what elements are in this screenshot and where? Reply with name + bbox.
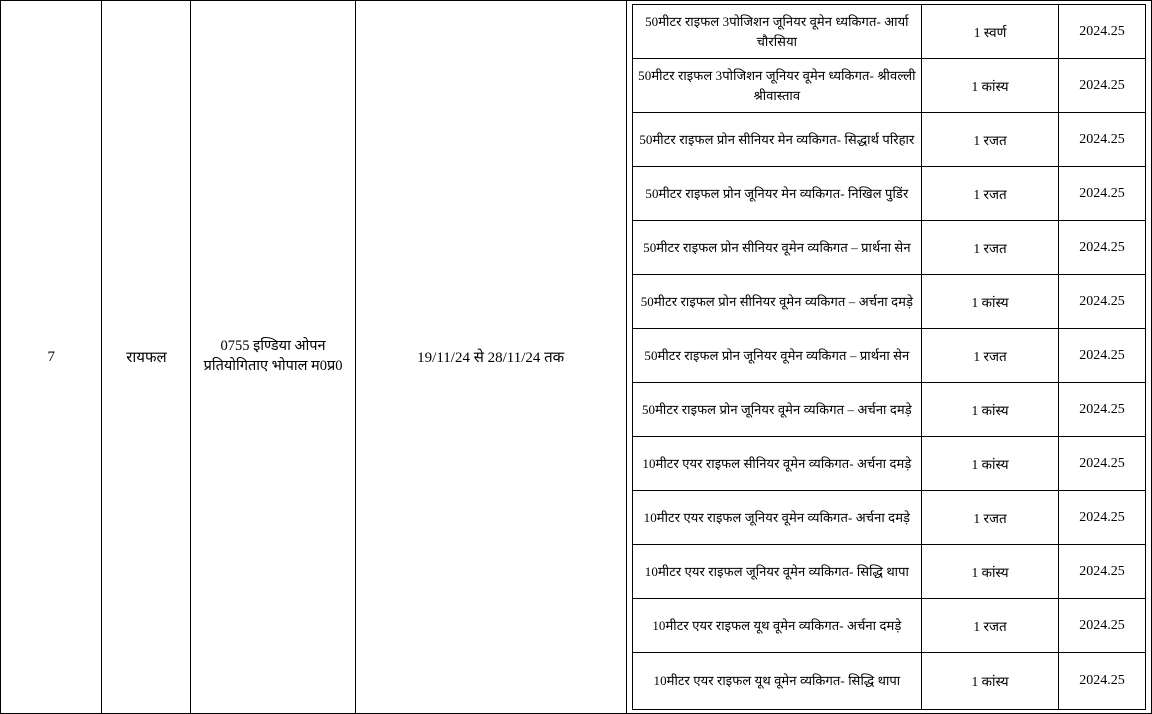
result-year: 2024.25 xyxy=(1059,59,1146,113)
result-medal: 1 रजत xyxy=(922,167,1059,221)
result-row xyxy=(632,329,1145,383)
result-detail: 10मीटर एयर राइफल सीनियर वूमेन व्यकिगत- अर्चना दमड़े xyxy=(632,437,921,491)
result-medal: 1 कांस्य xyxy=(922,545,1059,599)
event-dates-cell: 19/11/24 से 28/11/24 तक xyxy=(355,1,626,714)
result-year: 2024.25 xyxy=(1059,167,1146,221)
result-row xyxy=(632,383,1145,437)
serial-number-cell: 7 xyxy=(1,1,102,714)
result-detail: 10मीटर एयर राइफल जूनियर वूमेन व्यकिगत- सिद्धि थापा xyxy=(632,545,921,599)
result-year: 2024.25 xyxy=(1059,383,1146,437)
result-detail: 10मीटर एयर राइफल यूथ वूमेन व्यकिगत- अर्चना दमड़े xyxy=(632,599,921,653)
result-detail: 50मीटर राइफल 3पोजिशन जूनियर वूमेन ध्यकिगत- आर्या चौरसिया xyxy=(632,5,921,59)
result-row xyxy=(632,545,1145,599)
result-year: 2024.25 xyxy=(1059,545,1146,599)
result-row xyxy=(632,5,1145,59)
result-medal: 1 कांस्य xyxy=(922,59,1059,113)
result-year: 2024.25 xyxy=(1059,329,1146,383)
result-year: 2024.25 xyxy=(1059,653,1146,710)
result-detail: 10मीटर एयर राइफल यूथ वूमेन व्यकिगत- सिद्धि थापा xyxy=(632,653,921,710)
result-medal: 1 कांस्य xyxy=(922,437,1059,491)
result-detail: 50मीटर राइफल 3पोजिशन जूनियर वूमेन ध्यकिगत- श्रीवल्ली श्रीवास्ताव xyxy=(632,59,921,113)
result-year: 2024.25 xyxy=(1059,221,1146,275)
result-medal: 1 कांस्य xyxy=(922,653,1059,710)
table-row xyxy=(1,1,1152,714)
result-year: 2024.25 xyxy=(1059,275,1146,329)
result-year: 2024.25 xyxy=(1059,491,1146,545)
discipline-cell: रायफल xyxy=(102,1,191,714)
result-row xyxy=(632,653,1145,710)
result-medal: 1 रजत xyxy=(922,221,1059,275)
result-year: 2024.25 xyxy=(1059,113,1146,167)
result-row xyxy=(632,437,1145,491)
result-row xyxy=(632,491,1145,545)
results-subtable-cell xyxy=(626,1,1151,714)
event-name-cell: 0755 इण्डिया ओपन प्रतियोगिताए भोपाल म0प्र0 xyxy=(191,1,355,714)
result-detail: 50मीटर राइफल प्रोन जूनियर मेन व्यकिगत- निखिल पुडिंर xyxy=(632,167,921,221)
result-row xyxy=(632,599,1145,653)
result-medal: 1 रजत xyxy=(922,491,1059,545)
result-year: 2024.25 xyxy=(1059,599,1146,653)
result-row xyxy=(632,59,1145,113)
results-subtable xyxy=(632,4,1146,710)
result-detail: 50मीटर राइफल प्रोन सीनियर वूमेन व्यकिगत – अर्चना दमड़े xyxy=(632,275,921,329)
result-detail: 50मीटर राइफल प्रोन सीनियर मेन व्यकिगत- सिद्धार्थ परिहार xyxy=(632,113,921,167)
result-medal: 1 रजत xyxy=(922,599,1059,653)
result-year: 2024.25 xyxy=(1059,437,1146,491)
result-detail: 10मीटर एयर राइफल जूनियर वूमेन व्यकिगत- अर्चना दमड़े xyxy=(632,491,921,545)
result-detail: 50मीटर राइफल प्रोन सीनियर वूमेन व्यकिगत – प्रार्थना सेन xyxy=(632,221,921,275)
result-medal: 1 कांस्य xyxy=(922,383,1059,437)
result-row xyxy=(632,275,1145,329)
result-detail: 50मीटर राइफल प्रोन जूनियर वूमेन व्यकिगत – प्रार्थना सेन xyxy=(632,329,921,383)
result-medal: 1 कांस्य xyxy=(922,275,1059,329)
result-row xyxy=(632,221,1145,275)
result-row xyxy=(632,113,1145,167)
result-row xyxy=(632,167,1145,221)
result-medal: 1 स्वर्ण xyxy=(922,5,1059,59)
result-detail: 50मीटर राइफल प्रोन जूनियर वूमेन व्यकिगत – अर्चना दमड़े xyxy=(632,383,921,437)
result-year: 2024.25 xyxy=(1059,5,1146,59)
result-medal: 1 रजत xyxy=(922,329,1059,383)
result-medal: 1 रजत xyxy=(922,113,1059,167)
